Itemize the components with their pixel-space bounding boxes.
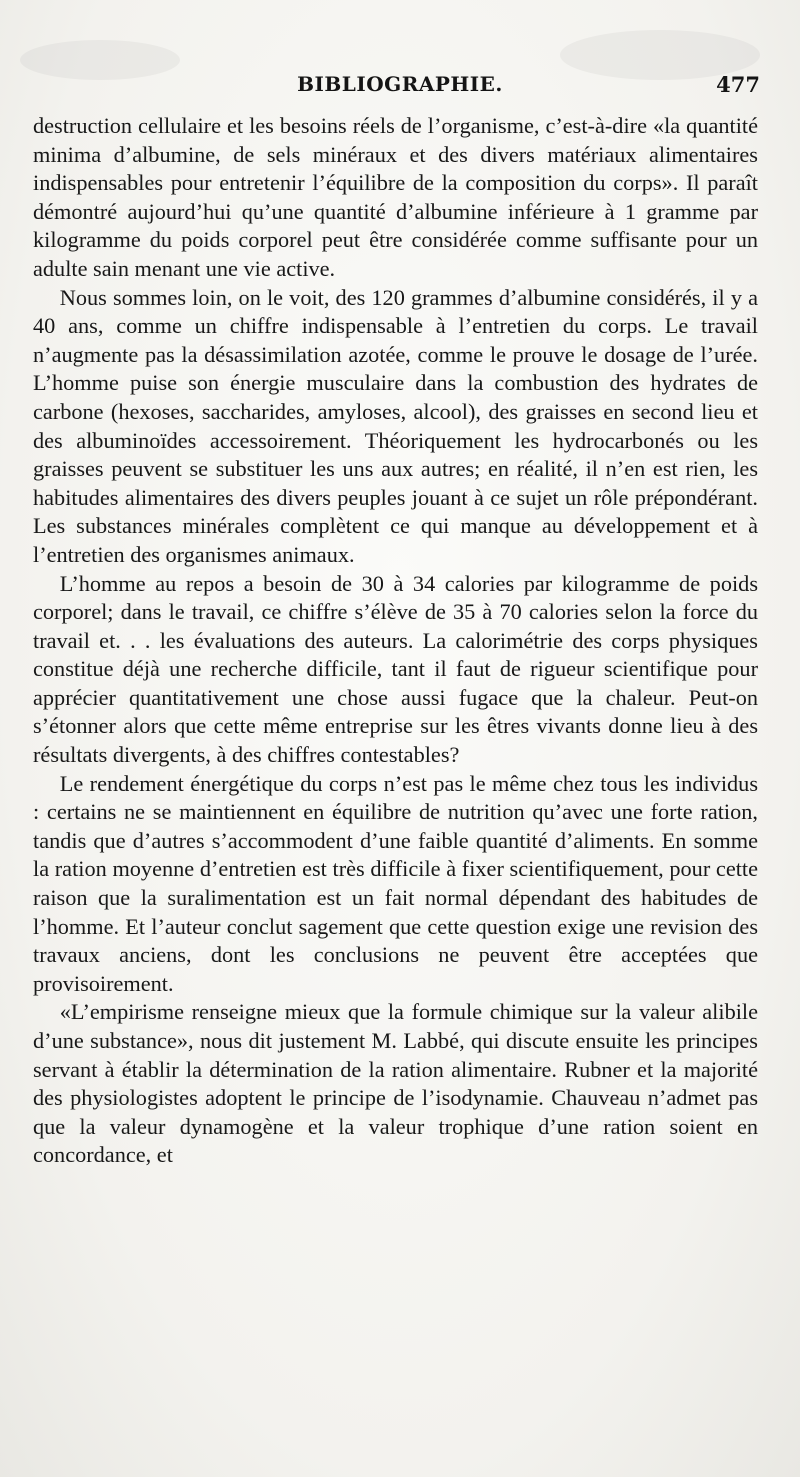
paragraph: Le rendement énergétique du corps n’est pas le même chez tous les individus : certains ne se maintiennent en équilibre de nutrition qu’avec une forte ration, tandis que d’autres s’accommodent d’une faible quantité d’aliments. En somme la ration moyenne d’entretien est très difficile à fixer scientifiquement, pour cette raison que la suralimentation est un fait normal dépendant des habitudes de l’homme. Et l’auteur conclut sagement que cette question exige une revision des travaux anciens, dont les conclusions ne peuvent être acceptées que provisoirement. (33, 770, 758, 996)
running-title: BIBLIOGRAPHIE. (297, 72, 503, 96)
paragraph: Nous sommes loin, on le voit, des 120 grammes d’albumine considérés, il y a 40 ans, comme un chiffre indispensable à l’entretien du corps. Le travail n’augmente pas la désassimilation azotée, comme le prouve le dosage de l’urée. L’homme puise son énergie musculaire dans la combustion des hydrates de carbone (hexoses, saccharides, amyloses, alcool), des graisses en second lieu et des albuminoïdes accessoirement. Théoriquement les hydrocarbonés ou les graisses peuvent se substituer les uns aux autres; en réalité, il n’en est rien, les habitudes alimentaires des divers peuples jouant à ce sujet un rôle prépondérant. Les substances minérales complètent ce qui manque au développement et à l’entretien des organismes animaux. (33, 284, 758, 567)
paragraph: «L’empirisme renseigne mieux que la formule chimique sur la valeur alibile d’une substance», nous dit justement M. Labbé, qui discute ensuite les principes servant à établir la détermination de la ration alimentaire. Rubner et la majorité des physiologistes adoptent le principe de l’isodynamie. Chauveau n’admet pas que la valeur dynamogène et la valeur trophique d’une ration soient en concordance, et (33, 999, 758, 1168)
paragraph: L’homme au repos a besoin de 30 à 34 calories par kilogramme de poids corporel; dans le travail, ce chiffre s’élève de 35 à 70 calories selon la force du travail et. . . les évaluations des auteurs. La calorimétrie des corps physiques constitue déjà une recherche difficile, tant il faut de rigueur scientifique pour apprécier quantitativement une chose aussi fugace que la chaleur. Peut-on s’étonner alors que cette même entreprise sur les êtres vivants donne lieu à des résultats divergents, à des chiffres contestables? (33, 570, 758, 768)
page-number: 477 (716, 72, 760, 97)
page-header (36, 72, 764, 106)
body-text (33, 112, 758, 1170)
paragraph: destruction cellulaire et les besoins réels de l’organisme, c’est-à-dire «la quantité minima d’albumine, de sels minéraux et des divers matériaux alimentaires indispensables pour entretenir l’équilibre de la composition du corps». Il paraît démontré aujourd’hui qu’une quantité d’albumine inférieure à 1 gramme par kilogramme du poids corporel peut être considérée comme suffisante pour un adulte sain menant une vie active. (33, 113, 758, 281)
